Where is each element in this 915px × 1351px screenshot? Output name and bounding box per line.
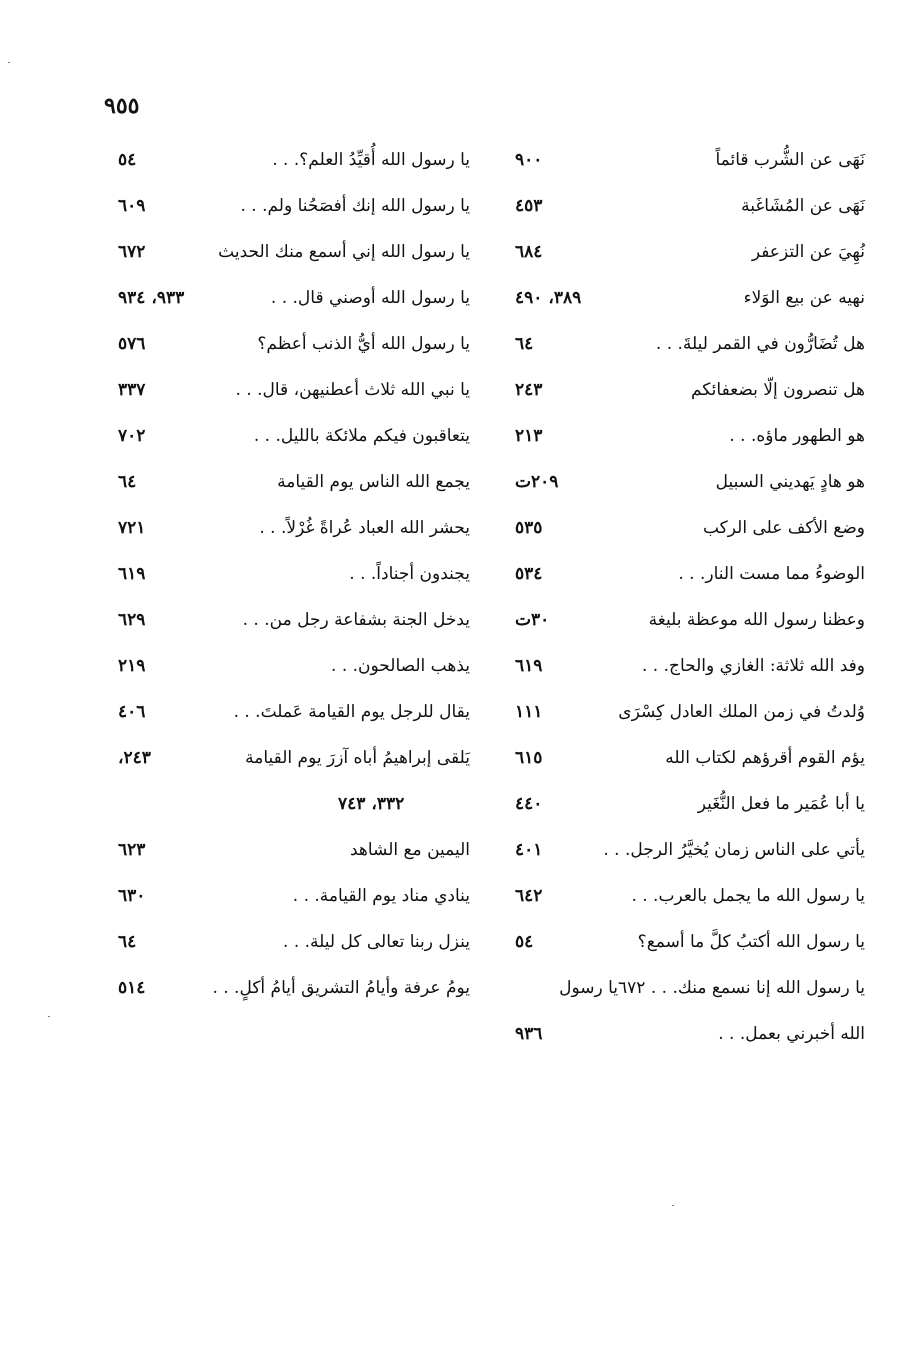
entry-text: ينادي مناد يوم القيامة. . . [292, 886, 470, 906]
index-entry [515, 1018, 865, 1064]
entry-text: يأتي على الناس زمان يُخيَّرُ الرجل. . . [603, 840, 865, 860]
entry-text: وفد الله ثلاثة: الغازي والحاج. . . [641, 656, 865, 676]
entry-pages: ٦٣٠ [118, 886, 146, 906]
entry-text: يتعاقبون فيكم ملائكة بالليل. . . [253, 426, 470, 446]
entry-text: يا رسول الله أيُّ الذنب أعظم؟ [257, 334, 470, 354]
entry-pages: ٥١٤ [118, 978, 146, 998]
index-entry [515, 926, 865, 972]
index-entry [515, 650, 865, 696]
entry-pages: ٦٢٣ [118, 840, 146, 860]
entry-pages: ٦١٥ [515, 748, 543, 768]
index-entry-continuation [118, 788, 470, 834]
index-entry [118, 834, 470, 880]
index-entry [118, 374, 470, 420]
entry-pages: ٦١٩ [118, 564, 146, 584]
entry-text: يومُ عرفة وأيامُ التشريق أيامُ أكلٍ. . . [212, 978, 470, 998]
index-entry [515, 328, 865, 374]
entry-pages: ٣٣٧ [118, 380, 146, 400]
entry-pages: ٧٠٢ [118, 426, 146, 446]
entry-text: يا رسول الله إنك أفصَحُنا ولم. . . [240, 196, 470, 216]
entry-pages: ٦٤ [118, 932, 137, 952]
entry-text: ينزل ربنا تعالى كل ليلة. . . [283, 932, 470, 952]
entry-text: نهيه عن بيع الوَلاء [743, 288, 865, 308]
entry-text: يا رسول الله إنا نسمع منك. . . ٦٧٢يا رسول [559, 978, 865, 998]
page-number: ٩٥٥ [104, 93, 140, 119]
index-entry [515, 742, 865, 788]
entry-text: يا رسول الله أكتبُ كلَّ ما أسمع؟ [637, 932, 865, 952]
entry-pages: ٥٣٥ [515, 518, 543, 538]
entry-text: يقال للرجل يوم القيامة عَملتَ. . . [233, 702, 470, 722]
index-entry [118, 880, 470, 926]
index-entry [515, 696, 865, 742]
index-entry [515, 558, 865, 604]
entry-text: يذهب الصالحون. . . [331, 656, 470, 676]
index-entry [118, 742, 470, 788]
entry-pages: ٦٤ [118, 472, 137, 492]
index-column-left [118, 144, 470, 1018]
entry-pages: ٤٥٣ [515, 196, 543, 216]
entry-text: وُلدتُ في زمن الملك العادل كِسْرَى [618, 702, 865, 722]
entry-text: يؤم القوم أقرؤهم لكتاب الله [665, 748, 865, 768]
entry-pages: ٧٢١ [118, 518, 146, 538]
entry-text: هل تُضَارُّون في القمر ليلةَ. . . [655, 334, 865, 354]
index-entry [118, 604, 470, 650]
entry-pages: ٩٠٠ [515, 150, 543, 170]
entry-pages: ٢٠٩ت [515, 472, 559, 492]
entry-text: يَلقى إبراهيمُ أباه آزرَ يوم القيامة [245, 748, 470, 768]
index-entry [515, 374, 865, 420]
entry-text: يا نبي الله ثلاث أعطنيهن، قال. . . [235, 380, 470, 400]
index-entry [118, 282, 470, 328]
index-entry [515, 236, 865, 282]
entry-text: هل تنصرون إلّا بضعفائكم [690, 380, 865, 400]
entry-text: يحشر الله العباد عُراةً غُرْلاً. . . [259, 518, 470, 538]
entry-pages: ١١١ [515, 702, 543, 722]
entry-text: هو هادٍ يَهديني السبيل [715, 472, 865, 492]
index-entry [118, 236, 470, 282]
entry-pages: ٤٠٦ [118, 702, 146, 722]
entry-pages: ٥٣٤ [515, 564, 543, 584]
entry-pages: ٣٠ت [515, 610, 550, 630]
index-entry [515, 604, 865, 650]
entry-text: اليمين مع الشاهد [349, 840, 470, 860]
index-entry [515, 972, 865, 1018]
scan-speck [48, 1016, 50, 1017]
index-entry [515, 512, 865, 558]
entry-pages: ٦٤ [515, 334, 534, 354]
entry-pages: ٦٧٢ [118, 242, 146, 262]
index-entry [118, 650, 470, 696]
index-entry [118, 420, 470, 466]
entry-text: هو الطهور ماؤه. . . [729, 426, 865, 446]
entry-text: الوضوءُ مما مست النار. . . [678, 564, 865, 584]
index-entry [118, 144, 470, 190]
index-entry [118, 972, 470, 1018]
entry-pages: ٢٤٣، [118, 748, 151, 768]
entry-pages: ٦٠٩ [118, 196, 146, 216]
entry-pages: ٥٧٦ [118, 334, 146, 354]
index-entry [118, 696, 470, 742]
index-entry [515, 144, 865, 190]
entry-pages: ٢١٣ [515, 426, 543, 446]
entry-text: يجمع الله الناس يوم القيامة [277, 472, 470, 492]
entry-text: نَهَى عن المُشَاغَبة [741, 196, 865, 216]
entry-text: يجندون أجناداً. . . [349, 564, 470, 584]
index-column-right [515, 144, 865, 1064]
entry-pages: ٦٨٤ [515, 242, 543, 262]
index-entry [118, 926, 470, 972]
entry-pages: ٤٠١ [515, 840, 543, 860]
index-entry [118, 466, 470, 512]
entry-text: يا رسول الله إني أسمع منك الحديث [218, 242, 470, 262]
entry-text: الله أخبرني بعمل. . . [718, 1024, 865, 1044]
entry-text: يا أبا عُمَير ما فعل النُّغَير [697, 794, 865, 814]
index-entry [118, 328, 470, 374]
entry-pages: ٩٣٦ [515, 1024, 543, 1044]
index-entry [515, 834, 865, 880]
entry-pages: ٦١٩ [515, 656, 543, 676]
index-entry [118, 512, 470, 558]
index-entry [118, 190, 470, 236]
index-entry [515, 282, 865, 328]
scan-speck [672, 1205, 674, 1206]
entry-text: يدخل الجنة بشفاعة رجل من. . . [242, 610, 470, 630]
entry-pages: ٦٤٢ [515, 886, 543, 906]
entry-pages: ٥٤ [118, 150, 137, 170]
entry-pages: ٤٤٠ [515, 794, 543, 814]
entry-text: وعظنا رسول الله موعظة بليغة [648, 610, 865, 630]
entry-pages: ٩٣٣، ٩٣٤ [118, 288, 185, 308]
entry-pages: ٣٨٩، ٤٩٠ [515, 288, 582, 308]
entry-text: يا رسول الله أوصني قال. . . [270, 288, 470, 308]
entry-text: ٣٣٢، ٧٤٣ [338, 794, 405, 814]
entry-text: نُهِيَ عن التزعفر [751, 242, 865, 262]
entry-text: وضع الأكف على الركب [702, 518, 865, 538]
scan-speck [8, 62, 10, 63]
entry-pages: ٢٤٣ [515, 380, 543, 400]
entry-text: يا رسول الله أُقيِّدُ العلم؟. . . [272, 150, 470, 170]
entry-pages: ٦٢٩ [118, 610, 146, 630]
index-entry [118, 558, 470, 604]
index-entry [515, 788, 865, 834]
entry-text: نَهَى عن الشُّرب قائماً [715, 150, 865, 170]
index-entry [515, 466, 865, 512]
entry-text: يا رسول الله ما يجمل بالعرب. . . [631, 886, 865, 906]
entry-pages: ٥٤ [515, 932, 534, 952]
index-entry [515, 420, 865, 466]
index-entry [515, 880, 865, 926]
entry-pages: ٢١٩ [118, 656, 146, 676]
index-entry [515, 190, 865, 236]
